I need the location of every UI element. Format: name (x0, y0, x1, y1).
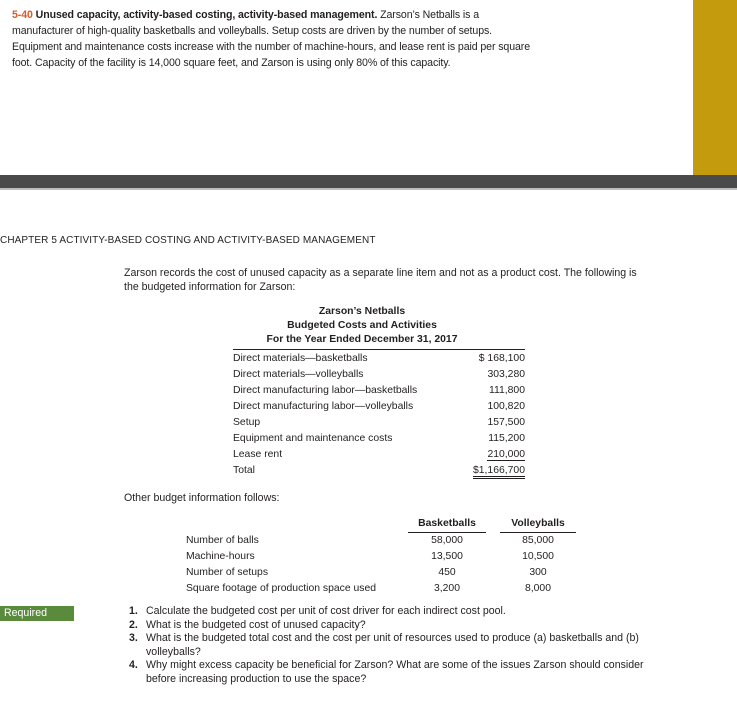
problem-title: Unused capacity, activity-based costing, activity-based management. (35, 9, 378, 21)
question-text: Why might excess capacity be beneficial for Zarson? What are some of the issues Zarson should consider before increasing production to use the space? (146, 659, 644, 685)
volleyballs-value: 300 (529, 567, 547, 578)
table-row (186, 533, 576, 550)
problem-number: 5-40 (12, 9, 33, 21)
question-number: 2. (129, 618, 138, 631)
question-number: 1. (129, 605, 138, 617)
required-questions (129, 605, 649, 687)
cost-label: Direct materials—basketballs (233, 353, 368, 364)
cost-label: Direct materials—volleyballs (233, 369, 364, 380)
intro-paragraph: Zarson records the cost of unused capacity as a separate line item and not as a product cost. The following is the budgeted information for Zarson: (124, 267, 637, 293)
budgeted-costs-table (233, 351, 525, 479)
cost-amount: 210,000 (487, 449, 525, 460)
cost-label: Lease rent (233, 449, 283, 460)
cost-table-title-line: Zarson’s Netballs (318, 306, 406, 317)
table-row (233, 351, 525, 367)
table-row (186, 581, 576, 597)
cost-amount: 157,500 (487, 417, 525, 428)
cost-label: Direct manufacturing labor—basketballs (233, 385, 418, 396)
cost-label: Equipment and maintenance costs (233, 433, 393, 444)
info-label: Machine-hours (186, 551, 255, 562)
question-text: What is the budgeted cost of unused capacity? (146, 618, 366, 631)
table-row (233, 383, 525, 399)
cost-amount: $ 168,100 (478, 353, 525, 364)
page-divider (0, 175, 737, 188)
basketballs-value: 13,500 (431, 551, 463, 562)
table-row (233, 447, 525, 463)
question-number: 4. (129, 659, 138, 672)
chapter-header: CHAPTER 5 ACTIVITY-BASED COSTING AND ACTIVITY-BASED MANAGEMENT (0, 235, 376, 246)
question-text: What is the budgeted total cost and the cost per unit of resources used to produce (a) basketballs and (b) volleyballs? (146, 632, 639, 658)
basketballs-value: 450 (438, 567, 456, 578)
question-number: 3. (129, 632, 138, 645)
table-row (233, 431, 525, 447)
header-volleyballs: Volleyballs (500, 516, 576, 533)
problem-body: Zarson’s Netballs is a manufacturer of high-quality basketballs and volleyballs. Setup costs are driven by the number of setups. Equipment and maintenance costs increase with the number of machine-hours, and lease rent is paid per square foot. Capacity of the facility is 14,000 square feet, and Zarson is using only 80% of this capacity. (12, 9, 531, 69)
basketballs-value: 58,000 (431, 535, 463, 546)
info-label: Square footage of production space used (186, 583, 377, 594)
info-label: Number of balls (186, 534, 259, 546)
header-blank (186, 516, 408, 533)
page-edge-tab (693, 0, 737, 175)
other-info-label: Other budget information follows: (124, 492, 280, 504)
list-item (129, 619, 649, 633)
table-row-total (233, 463, 525, 479)
table-row (233, 415, 525, 431)
info-label: Number of setups (186, 567, 269, 578)
cost-amount: 115,200 (488, 433, 525, 444)
volleyballs-value: 8,000 (524, 583, 551, 594)
header-gap (486, 516, 500, 533)
textbook-page-top (0, 0, 693, 175)
required-label: Required (0, 606, 74, 621)
volleyballs-value: 10,500 (522, 551, 554, 562)
cost-amount: 111,800 (488, 385, 525, 396)
list-item (129, 632, 649, 659)
table-row (233, 399, 525, 415)
cost-table-title-line: Budgeted Costs and Activities (287, 319, 437, 331)
cost-table-title-line: For the Year Ended December 31, 2017 (266, 333, 458, 345)
cost-total: $1,166,700 (473, 465, 525, 479)
cost-label: Setup (233, 417, 261, 428)
budget-info-table (186, 516, 576, 597)
table-header-row (186, 516, 576, 533)
problem-statement (12, 7, 532, 71)
textbook-page-bottom (0, 190, 737, 702)
cost-amount: 100,820 (487, 401, 525, 412)
cost-amount: 303,280 (487, 369, 525, 380)
list-item (129, 659, 649, 686)
cost-table-title (230, 305, 494, 346)
table-row (186, 549, 576, 565)
question-text: Calculate the budgeted cost per unit of cost driver for each indirect cost pool. (146, 605, 506, 617)
header-basketballs: Basketballs (408, 516, 486, 533)
volleyballs-value: 85,000 (522, 535, 554, 546)
cost-label: Direct manufacturing labor—volleyballs (233, 401, 414, 412)
cost-label: Total (233, 465, 255, 476)
basketballs-value: 3,200 (433, 583, 460, 594)
table-row (233, 367, 525, 383)
list-item (129, 605, 649, 619)
cost-table-rule (233, 349, 525, 350)
table-row (186, 565, 576, 581)
